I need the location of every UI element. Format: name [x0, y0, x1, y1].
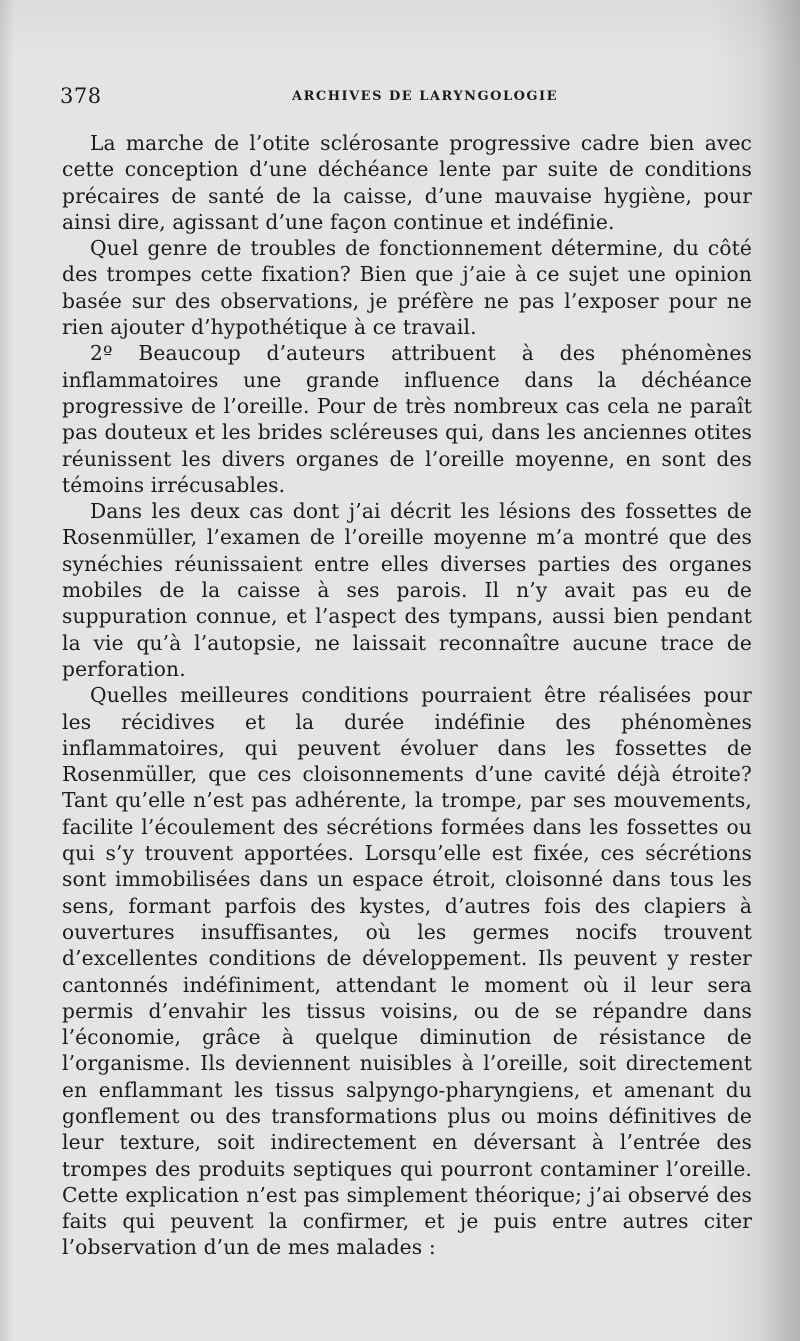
- page-number: 378: [60, 84, 102, 108]
- running-title: ARCHIVES DE LARYNGOLOGIE: [292, 89, 558, 104]
- body-text: [62, 130, 752, 1261]
- paragraph-fossettes-rosenmuller: Dans les deux cas dont j’ai décrit les lésions des fossettes de Rosenmüller, l’examen de l’oreille moyenne m’a montré que des synéchies réunissaient entre elles diverses parties des organes mobiles de la caisse à ses parois. Il n’y avait pas eu de suppuration connue, et l’aspect des tympans, aussi bien pendant la vie qu’à l’autopsie, ne laissait reconnaître aucune trace de perforation.: [62, 499, 752, 681]
- page-header: [60, 84, 760, 114]
- paragraph-otite-sclerosante: La marche de l’otite sclérosante progressive cadre bien avec cette conception d’une déchéance lente par suite de conditions précaires de santé de la caisse, d’une mauvaise hygiène, pour ainsi dire, agissant d’une façon continue et indéfinie.: [62, 131, 752, 234]
- paragraph-troubles-fonctionnement: Quel genre de troubles de fonctionnement détermine, du côté des trompes cette fixation? Bien que j’aie à ce sujet une opinion basée sur des observations, je préfère ne pas l’exposer pour ne rien ajouter d’hypothétique à ce travail.: [62, 236, 752, 340]
- paragraph-phenomenes-inflammatoires: 2º Beaucoup d’auteurs attribuent à des phénomènes inflammatoires une grande influence dans la déchéance progressive de l’oreille. Pour de très nombreux cas cela ne paraît pas douteux et les brides scléreuses qui, dans les anciennes otites réunissent les divers organes de l’oreille moyenne, en sont des témoins irrécusables.: [62, 341, 752, 497]
- paragraph-meilleures-conditions: Quelles meilleures conditions pourraient être réalisées pour les récidives et la durée indéfinie des phénomènes inflammatoires, qui peuvent évoluer dans les fossettes de Rosenmüller, que ces cloisonnements d’une cavité déjà étroite? Tant qu’elle n’est pas adhérente, la trompe, par ses mouvements, facilite l’écoulement des sécrétions formées dans les fossettes ou qui s’y trouvent apportées. Lorsqu’elle est fixée, ces sécrétions sont immobilisées dans un espace étroit, cloisonné dans tous les sens, formant parfois des kystes, d’autres fois des clapiers à ouvertures insuffisantes, où les germes nocifs trouvent d’excellentes conditions de développement. Ils peuvent y rester cantonnés indéfiniment, attendant le moment où il leur sera permis d’envahir les tissus voisins, ou de se répandre dans l’économie, grâce à quelque diminution de résistance de l’organisme. Ils deviennent nuisibles à l’oreille, soit directement en enflammant les tissus salpyngo-pharyngiens, et amenant du gonflement ou des transformations plus ou moins définitives de leur texture, soit indirectement en déversant à l’entrée des trompes des produits septiques qui pourront contaminer l’oreille. Cette explication n’est pas simplement théorique; j’ai observé des faits qui peuvent la confirmer, et je puis entre autres citer l’observation d’un de mes malades :: [62, 683, 752, 1260]
